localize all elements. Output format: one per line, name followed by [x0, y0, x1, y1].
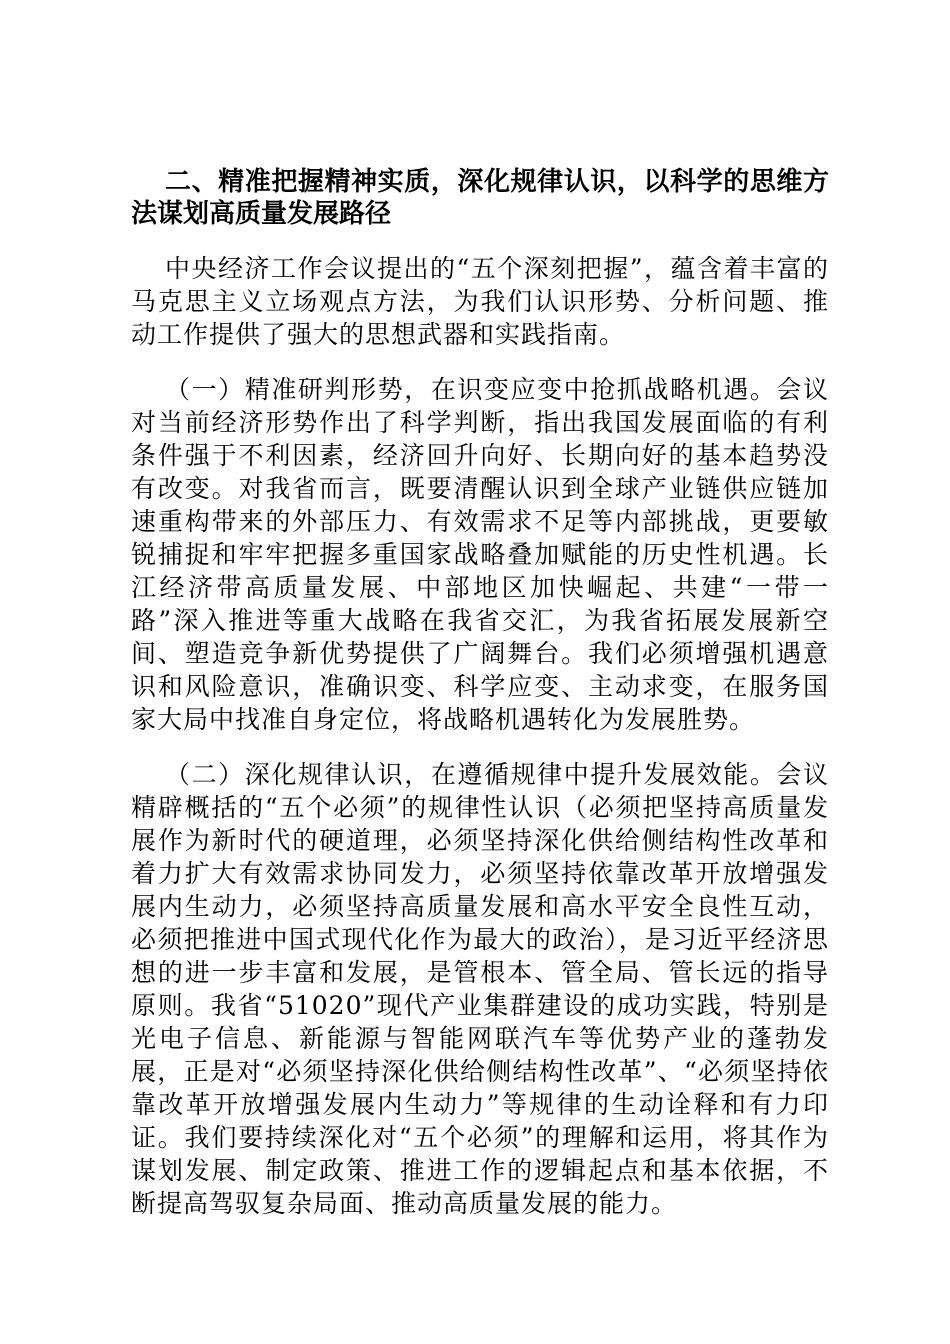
paragraph-laws: （二）深化规律认识，在遵循规律中提升发展效能。会议精辟概括的“五个必须”的规律性认识（必须把坚持高质量发展作为新时代的硬道理，必须坚持深化供给侧结构性改革和着力扩大有效需求协同发力，必须坚持依靠改革开放增强发展内生动力，必须坚持高质量发展和高水平安全良性互动，必须把推进中国式现代化作为最大的政治），是习近平经济思想的进一步丰富和发展，是管根本、管全局、管长远的指导原则。我省“51020”现代产业集群建设的成功实践，特别是光电子信息、新能源与智能网联汽车等优势产业的蓬勃发展，正是对“必须坚持深化供给侧结构性改革”、“必须坚持依靠改革开放增强发展内生动力”等规律的生动诠释和有力印证。我们要持续深化对“五个必须”的理解和运用，将其作为谋划发展、制定政策、推进工作的逻辑起点和基本依据，不断提高驾驭复杂局面、推动高质量发展的能力。 [131, 760, 829, 1218]
section-heading: 二、精准把握精神实质，深化规律认识，以科学的思维方法谋划高质量发展路径 [131, 167, 829, 229]
paragraph-situation: （一）精准研判形势，在识变应变中抢抓战略机遇。会议对当前经济形势作出了科学判断，指出我国发展面临的有利条件强于不利因素，经济回升向好、长期向好的基本趋势没有改变。对我省而言，既要清醒认识到全球产业链供应链加速重构带来的外部压力、有效需求不足等内部挑战，更要敏锐捕捉和牢牢把握多重国家战略叠加赋能的历史性机遇。长江经济带高质量发展、中部地区加快崛起、共建“一带一路”深入推进等重大战略在我省交汇，为我省拓展发展新空间、塑造竞争新优势提供了广阔舞台。我们必须增强机遇意识和风险意识，准确识变、科学应变、主动求变，在服务国家大局中找准自身定位，将战略机遇转化为发展胜势。 [131, 375, 829, 734]
document-body [131, 166, 829, 1242]
paragraph-intro: 中央经济工作会议提出的“五个深刻把握”，蕴含着丰富的马克思主义立场观点方法，为我们认识形势、分析问题、推动工作提供了强大的思想武器和实践指南。 [131, 254, 829, 349]
